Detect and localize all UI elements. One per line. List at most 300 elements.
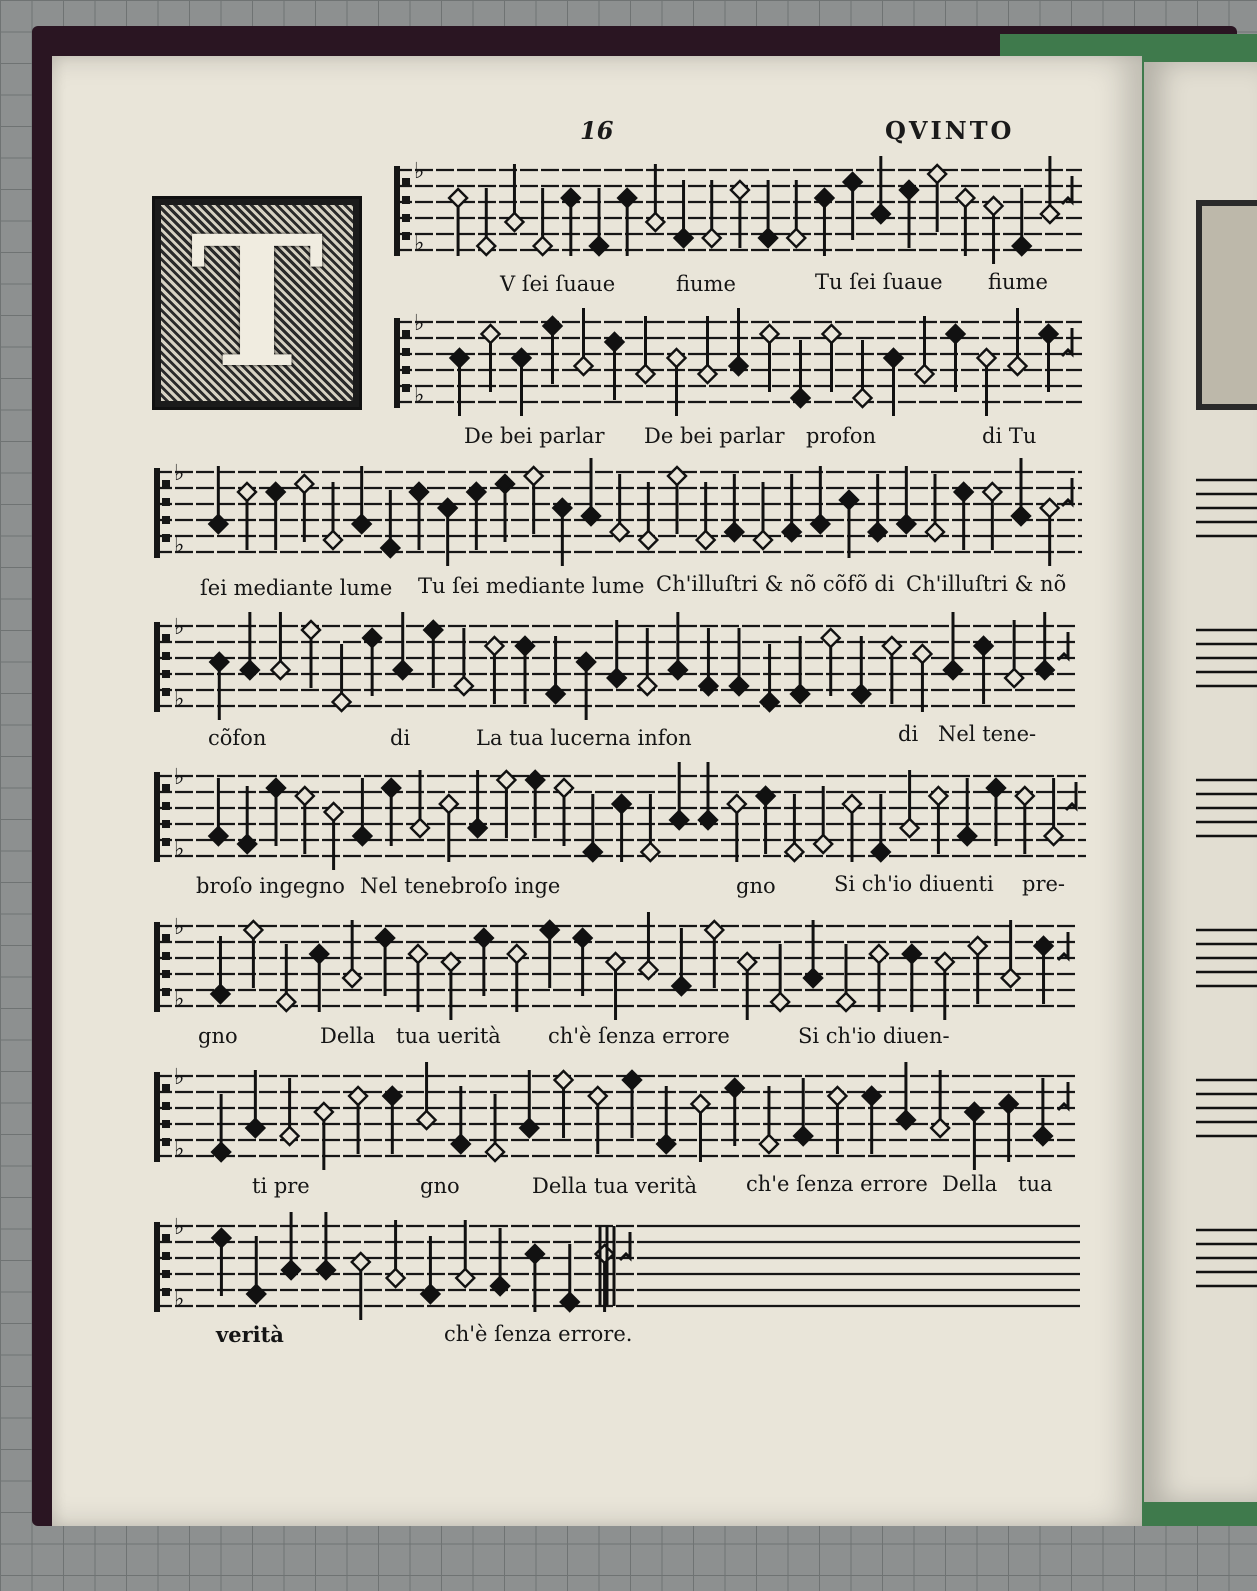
clef-mark [162, 1102, 170, 1110]
facing-page-edge [1144, 62, 1257, 1502]
note-head [1016, 787, 1034, 805]
lyric: De bei parlar [464, 424, 605, 448]
note-head [246, 1119, 264, 1137]
custos [1062, 176, 1072, 204]
note-head [1034, 1127, 1052, 1145]
note-head [482, 325, 500, 343]
note-head [852, 685, 870, 703]
note-head [333, 693, 351, 711]
clef-mark [402, 384, 410, 392]
note-head [302, 621, 320, 639]
note-head [383, 1087, 401, 1105]
note-head [804, 969, 822, 987]
note-head [955, 483, 973, 501]
note-head [324, 531, 342, 549]
note-head [1036, 661, 1054, 679]
note-head [840, 491, 858, 509]
clef-mark [402, 178, 410, 186]
lyric: fiume [988, 270, 1048, 294]
staff-system [392, 282, 1090, 432]
lyric: di [898, 722, 919, 746]
note-head [726, 1079, 744, 1097]
note-head [900, 181, 918, 199]
note-head [897, 515, 915, 533]
note-head [382, 779, 400, 797]
note-head [983, 483, 1001, 501]
note-head [211, 985, 229, 1003]
note-head [623, 1071, 641, 1089]
note-head [854, 389, 872, 407]
note-head [418, 1111, 436, 1129]
note-head [582, 507, 600, 525]
note-head [897, 1111, 915, 1129]
note-head [870, 945, 888, 963]
note-head [295, 475, 313, 493]
note-head [931, 1119, 949, 1137]
lyric: Ch'illuſtri & nõ [906, 572, 1067, 596]
note-head [837, 993, 855, 1011]
flat-sign: ♭ [174, 615, 185, 640]
note-head [513, 349, 531, 367]
flat-sign: ♭ [174, 837, 185, 862]
clef [154, 468, 160, 558]
clef [154, 1072, 160, 1162]
note-head [589, 1087, 607, 1105]
note-head [697, 531, 715, 549]
note-head [916, 365, 934, 383]
note-head [843, 795, 861, 813]
clef-mark [402, 214, 410, 222]
lyric: ch'e ſenza errore [746, 1172, 928, 1196]
note-head [699, 811, 717, 829]
note-head [1002, 969, 1020, 987]
note-head [1045, 827, 1063, 845]
note-head [969, 937, 987, 955]
note-head [613, 795, 631, 813]
custos [1062, 328, 1072, 356]
voice-part-title: QVINTO [885, 116, 1015, 145]
clef-mark [162, 1288, 170, 1296]
clef-mark [162, 534, 170, 542]
note-head [607, 953, 625, 971]
flat-sign: ♭ [174, 461, 185, 486]
note-head [555, 779, 573, 797]
note-head [637, 365, 655, 383]
note-head [657, 1135, 675, 1153]
clef-mark [162, 634, 170, 642]
clef-mark [162, 952, 170, 960]
note-head [376, 929, 394, 947]
note-head [1035, 937, 1053, 955]
staff-svg [392, 282, 1090, 432]
lyric: Ch'illuſtri & nõ cõfõ di [656, 572, 895, 596]
note-head [456, 1269, 474, 1287]
clef-mark [162, 1270, 170, 1278]
note-head [883, 637, 901, 655]
clef-mark [162, 670, 170, 678]
staff-svg [152, 886, 1090, 1036]
note-head [584, 843, 602, 861]
lyric: di [390, 726, 411, 750]
note-head [985, 197, 1003, 215]
note-head [947, 325, 965, 343]
lyric: cõfon [208, 726, 267, 750]
note-head [978, 349, 996, 367]
note-head [353, 515, 371, 533]
lyric: tua uerità [396, 1024, 501, 1048]
flat-sign: ♭ [174, 1287, 185, 1312]
note-head [277, 993, 295, 1011]
flat-sign: ♭ [174, 915, 185, 940]
clef [154, 772, 160, 862]
note-head [730, 357, 748, 375]
flat-sign: ♭ [414, 311, 425, 336]
note-head [1012, 507, 1030, 525]
note-head [872, 205, 890, 223]
note-head [349, 1087, 367, 1105]
note-head [1041, 205, 1059, 223]
note-head [577, 653, 595, 671]
lyric: verità [216, 1322, 284, 1347]
note-head [424, 621, 442, 639]
note-head [210, 653, 228, 671]
note-head [675, 229, 693, 247]
note-head [618, 189, 636, 207]
note-head [496, 475, 514, 493]
note-head [705, 921, 723, 939]
staff-system [152, 432, 1090, 582]
note-head [913, 645, 931, 663]
note-head [814, 835, 832, 853]
note-head [282, 1261, 300, 1279]
note-head [760, 1135, 778, 1153]
note-head [439, 499, 457, 517]
note-head [928, 165, 946, 183]
decorated-initial [152, 196, 362, 410]
clef-mark [402, 196, 410, 204]
note-head [785, 843, 803, 861]
note-head [343, 969, 361, 987]
lyric: tua [1018, 1172, 1053, 1196]
clef-mark [402, 366, 410, 374]
flat-sign: ♭ [174, 687, 185, 712]
staff-svg [152, 432, 1090, 582]
note-head [387, 1269, 405, 1287]
clef [394, 166, 400, 256]
note-head [516, 637, 534, 655]
note-head [670, 811, 688, 829]
lyric: La tua lucerna infon [476, 726, 692, 750]
note-head [754, 531, 772, 549]
note-head [929, 787, 947, 805]
note-head [761, 693, 779, 711]
staff-system [152, 1186, 1090, 1336]
note-head [475, 929, 493, 947]
clef-mark [402, 330, 410, 338]
staff-svg [152, 586, 1090, 736]
note-head [281, 1127, 299, 1145]
note-head [353, 827, 371, 845]
staff-system [152, 736, 1090, 886]
lyric: ti pre [252, 1174, 310, 1198]
note-head [410, 483, 428, 501]
note-head [730, 677, 748, 695]
note-head [409, 945, 427, 963]
lyric: V ſei ſuaue [500, 272, 616, 296]
clef-mark [162, 480, 170, 488]
lyric: Nel tene- [938, 722, 1037, 746]
note-head [244, 921, 262, 939]
note-head [449, 189, 467, 207]
note-head [638, 677, 656, 695]
note-head [267, 779, 285, 797]
note-head [555, 1071, 573, 1089]
note-head [575, 357, 593, 375]
note-head [442, 953, 460, 971]
note-head [505, 213, 523, 231]
note-head [520, 1119, 538, 1137]
note-head [823, 325, 841, 343]
note-head [792, 389, 810, 407]
note-head [759, 229, 777, 247]
flat-sign: ♭ [414, 231, 425, 256]
staff-svg [152, 1186, 1090, 1336]
clef-mark [162, 498, 170, 506]
note-head [526, 771, 544, 789]
note-head [212, 1143, 230, 1161]
lyric: fiume [676, 272, 736, 296]
note-head [241, 661, 259, 679]
note-head [469, 819, 487, 837]
note-head [534, 237, 552, 255]
note-head [1040, 325, 1058, 343]
page-number: 16 [580, 116, 614, 145]
note-head [1005, 669, 1023, 687]
clef-mark [402, 232, 410, 240]
clef-mark [162, 820, 170, 828]
staff-system [392, 130, 1090, 280]
lyric: Tu ſei mediante lume [418, 574, 645, 598]
note-head [562, 189, 580, 207]
flat-sign: ♭ [174, 533, 185, 558]
staff-system [152, 1036, 1090, 1186]
note-head [421, 1285, 439, 1303]
note-head [574, 929, 592, 947]
note-head [381, 539, 399, 557]
clef [394, 318, 400, 408]
clef-mark [162, 1252, 170, 1260]
note-head [497, 771, 515, 789]
clef-mark [162, 1234, 170, 1242]
note-head [310, 945, 328, 963]
staff-system [152, 586, 1090, 736]
note-head [1013, 237, 1031, 255]
note-head [317, 1261, 335, 1279]
clef-mark [162, 802, 170, 810]
note-head [844, 173, 862, 191]
note-head [885, 349, 903, 367]
note-head [668, 349, 686, 367]
note-head [411, 819, 429, 837]
clef-mark [402, 348, 410, 356]
lyric: gno [736, 874, 776, 898]
note-head [608, 669, 626, 687]
note-head [247, 1285, 265, 1303]
note-head [699, 365, 717, 383]
lyric: Si ch'io diuenti [834, 872, 994, 896]
note-head [526, 1245, 544, 1263]
flat-sign: ♭ [174, 987, 185, 1012]
note-head [936, 953, 954, 971]
note-head [590, 237, 608, 255]
clef-mark [162, 1138, 170, 1146]
lyric: Della tua verità [532, 1174, 698, 1198]
note-head [209, 515, 227, 533]
note-head [641, 843, 659, 861]
flat-sign: ♭ [174, 1215, 185, 1240]
note-head [703, 229, 721, 247]
flat-sign: ♭ [414, 159, 425, 184]
custos [1066, 782, 1076, 810]
note-head [325, 803, 343, 821]
note-head [611, 523, 629, 541]
lyric: Della [320, 1024, 376, 1048]
note-head [761, 325, 779, 343]
custos [1058, 932, 1068, 960]
note-head [794, 1127, 812, 1145]
note-head [238, 483, 256, 501]
note-head [669, 661, 687, 679]
lyric: ch'è ſenza errore. [444, 1322, 633, 1346]
note-head [872, 843, 890, 861]
clef-mark [162, 688, 170, 696]
clef-mark [162, 1084, 170, 1092]
note-head [757, 787, 775, 805]
note-head [1000, 1095, 1018, 1113]
note-head [791, 685, 809, 703]
note-head [267, 483, 285, 501]
note-head [209, 827, 227, 845]
flat-sign: ♭ [414, 383, 425, 408]
note-head [699, 677, 717, 695]
note-head [508, 945, 526, 963]
note-head [352, 1253, 370, 1271]
note-head [668, 467, 686, 485]
initial-letter: T [190, 197, 324, 408]
clef-mark [162, 784, 170, 792]
note-head [394, 661, 412, 679]
note-head [1009, 357, 1027, 375]
note-head [544, 317, 562, 335]
lyric: gno [420, 1174, 460, 1198]
note-head [863, 1087, 881, 1105]
note-head [787, 229, 805, 247]
clef-mark [162, 838, 170, 846]
custos [1058, 632, 1068, 660]
note-head [485, 637, 503, 655]
lyric: ſei mediante lume [200, 576, 393, 600]
clef-mark [162, 970, 170, 978]
note-head [944, 661, 962, 679]
flat-sign: ♭ [174, 1137, 185, 1162]
note-head [491, 1277, 509, 1295]
note-head [477, 237, 495, 255]
custos [620, 1232, 630, 1260]
note-head [828, 1087, 846, 1105]
staff-svg [392, 130, 1090, 280]
lyric: profon [806, 424, 877, 448]
clef [154, 1222, 160, 1312]
note-head [956, 189, 974, 207]
note-head [815, 189, 833, 207]
note-head [606, 333, 624, 351]
note-head [738, 953, 756, 971]
staff-svg [152, 736, 1090, 886]
note-head [212, 1229, 230, 1247]
note-head [672, 977, 690, 995]
note-head [315, 1103, 333, 1121]
note-head [975, 637, 993, 655]
note-head [541, 921, 559, 939]
clef-mark [162, 1120, 170, 1128]
note-head [646, 213, 664, 231]
note-head [958, 827, 976, 845]
note-head [238, 835, 256, 853]
note-head [639, 531, 657, 549]
lyric: Della [942, 1172, 998, 1196]
note-head [455, 677, 473, 695]
lyric: Tu ſei ſuaue [815, 270, 943, 294]
note-head [901, 819, 919, 837]
note-head [561, 1293, 579, 1311]
note-head [525, 467, 543, 485]
custos [1058, 1082, 1068, 1110]
lyric: broſo ingegno [196, 874, 345, 898]
clef-mark [162, 652, 170, 660]
custos [1062, 478, 1072, 506]
note-head [783, 523, 801, 541]
note-head [467, 483, 485, 501]
note-head [1041, 499, 1059, 517]
note-head [725, 523, 743, 541]
note-head [691, 1095, 709, 1113]
lyric: ch'è ſenza errore [548, 1024, 730, 1048]
note-head [771, 993, 789, 1011]
note-head [486, 1143, 504, 1161]
clef-mark [162, 516, 170, 524]
lyric: pre- [1022, 872, 1066, 896]
note-head [903, 945, 921, 963]
note-head [987, 779, 1005, 797]
note-head [296, 787, 314, 805]
note-head [440, 795, 458, 813]
note-head [822, 629, 840, 647]
clef [154, 622, 160, 712]
lyric: Nel tenebroſo inge [360, 874, 561, 898]
note-head [811, 515, 829, 533]
note-head [869, 523, 887, 541]
note-head [553, 499, 571, 517]
staff-svg [152, 1036, 1090, 1186]
note-head [363, 629, 381, 647]
note-head [728, 795, 746, 813]
staff-system [152, 886, 1090, 1036]
note-head [452, 1135, 470, 1153]
note-head [731, 181, 749, 199]
note-head [271, 661, 289, 679]
lyric: gno [198, 1024, 238, 1048]
note-head [965, 1103, 983, 1121]
